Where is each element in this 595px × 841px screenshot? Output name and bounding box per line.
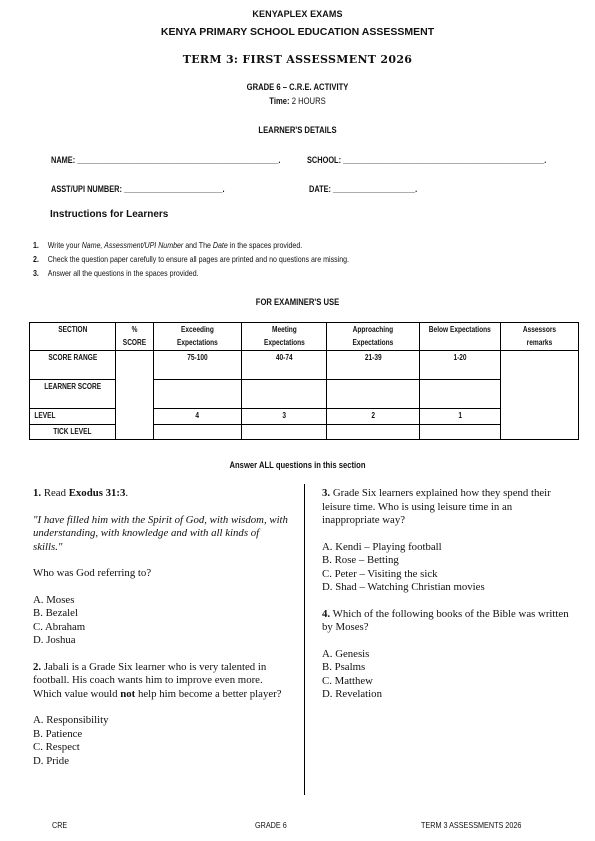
table-cell: 40-74 bbox=[241, 351, 327, 380]
instruction-number: 2. bbox=[33, 254, 39, 264]
learner-details-title: LEARNER'S DETAILS bbox=[258, 125, 337, 135]
question-3: 3. Grade Six learners explained how they spend their leisure time. Who is using leisure time in an inappropriate way? bbox=[322, 487, 551, 526]
table-cell: 75-100 bbox=[153, 351, 241, 380]
table-cell: 1-20 bbox=[420, 351, 501, 380]
row-label: SCORE RANGE bbox=[30, 351, 116, 380]
table-cell[interactable] bbox=[241, 424, 327, 440]
instruction-text: Write your bbox=[47, 240, 82, 250]
option[interactable]: A. Responsibility bbox=[33, 714, 109, 726]
school-field[interactable]: SCHOOL: _________________________________________________. bbox=[307, 155, 547, 165]
assessment-title: KENYA PRIMARY SCHOOL EDUCATION ASSESSMENT bbox=[160, 26, 435, 38]
table-header-cell: Approaching Expectations bbox=[327, 323, 420, 351]
table-header-cell: Assessors remarks bbox=[501, 323, 579, 351]
row-label: TICK LEVEL bbox=[30, 424, 116, 440]
table-header-row bbox=[30, 323, 579, 351]
instruction-text: Answer all the questions in the spaces provided. bbox=[47, 268, 199, 278]
time-line bbox=[45, 96, 551, 106]
table-header-cell: Below Expectations bbox=[420, 323, 501, 351]
instruction-italic: Date bbox=[212, 240, 228, 250]
term-title: TERM 3: FIRST ASSESSMENT 2026 bbox=[182, 53, 413, 66]
question-1-quote: "I have filled him with the Spirit of God, with wisdom, with understanding, with knowledge and with all kinds of skills." bbox=[33, 513, 288, 553]
row-label: LEVEL bbox=[30, 409, 116, 425]
instruction-item bbox=[33, 252, 349, 266]
table-cell[interactable] bbox=[153, 380, 241, 409]
row-label: LEARNER SCORE bbox=[30, 380, 116, 409]
grade-subject: GRADE 6 – C.R.E. ACTIVITY bbox=[246, 82, 349, 92]
remarks-cell[interactable] bbox=[501, 351, 579, 440]
column-divider bbox=[304, 484, 305, 795]
instruction-item bbox=[33, 238, 349, 252]
option[interactable]: D. Joshua bbox=[33, 634, 76, 646]
footer-subject: CRE bbox=[52, 820, 68, 830]
table-cell[interactable] bbox=[153, 424, 241, 440]
table-cell[interactable] bbox=[420, 424, 501, 440]
option[interactable]: A. Moses bbox=[33, 593, 75, 606]
table-header-cell: Exceeding Expectations bbox=[153, 323, 241, 351]
table-cell: 4 bbox=[153, 409, 241, 425]
instructions-list bbox=[33, 238, 418, 280]
right-column bbox=[322, 487, 572, 702]
examiner-table bbox=[29, 322, 579, 440]
instruction-italic: Name, Assessment/UPI Number bbox=[81, 240, 184, 250]
option[interactable]: C. Peter – Visiting the sick bbox=[322, 567, 438, 580]
name-field[interactable]: NAME: _________________________________________________. bbox=[51, 155, 281, 165]
option[interactable]: D. Revelation bbox=[322, 688, 382, 700]
table-cell[interactable] bbox=[327, 380, 420, 409]
instruction-number: 1. bbox=[33, 240, 39, 250]
instruction-text: and The bbox=[183, 240, 213, 250]
date-field[interactable]: DATE: ____________________. bbox=[309, 184, 418, 194]
org-title: KENYAPLEX EXAMS bbox=[252, 9, 343, 19]
instruction-text: Check the question paper carefully to ensure all pages are printed and no questions are missing. bbox=[47, 254, 350, 264]
left-column bbox=[33, 487, 288, 768]
table-cell[interactable] bbox=[327, 424, 420, 440]
table-header-cell: % SCORE bbox=[115, 323, 153, 351]
option[interactable]: D. Pride bbox=[33, 754, 69, 767]
examiner-title: FOR EXAMINER'S USE bbox=[255, 297, 340, 307]
table-cell: 21-39 bbox=[327, 351, 420, 380]
time-value: 2 HOURS bbox=[291, 96, 326, 106]
footer-grade: GRADE 6 bbox=[255, 820, 287, 830]
table-header-cell: SECTION bbox=[30, 323, 116, 351]
table-cell: 3 bbox=[241, 409, 327, 425]
table-row bbox=[30, 409, 579, 425]
option[interactable]: D. Shad – Watching Christian movies bbox=[322, 581, 485, 593]
table-cell: 2 bbox=[327, 409, 420, 425]
upi-field[interactable]: ASST/UPI NUMBER: ________________________. bbox=[51, 184, 225, 194]
option[interactable]: B. Psalms bbox=[322, 661, 366, 673]
question-2: 2. Jabali is a Grade Six learner who is very talented in football. His coach wants him to improve even more. Which value would not help him become a better player? bbox=[33, 660, 282, 700]
option[interactable]: C. Matthew bbox=[322, 674, 373, 687]
question-1: 1. Read Exodus 31:3. bbox=[33, 487, 129, 499]
instruction-text: in the spaces provided. bbox=[227, 240, 303, 250]
table-row bbox=[30, 380, 579, 409]
question-4: 4. Which of the following books of the Bible was written by Moses? bbox=[322, 607, 569, 633]
time-label: Time: bbox=[269, 96, 290, 106]
table-header-cell: Meeting Expectations bbox=[241, 323, 327, 351]
table-cell: 1 bbox=[420, 409, 501, 425]
table-cell[interactable] bbox=[420, 380, 501, 409]
instruction-item bbox=[33, 266, 349, 280]
instruction-number: 3. bbox=[33, 268, 39, 278]
answer-all-instruction: Answer ALL questions in this section bbox=[229, 460, 366, 470]
question-1-prompt: Who was God referring to? bbox=[33, 567, 152, 579]
option[interactable]: A. Kendi – Playing football bbox=[322, 540, 442, 553]
option[interactable]: A. Genesis bbox=[322, 647, 370, 660]
footer-term: TERM 3 ASSESSMENTS 2026 bbox=[421, 820, 522, 830]
option[interactable]: C. Abraham bbox=[33, 620, 86, 633]
instructions-title: Instructions for Learners bbox=[50, 209, 169, 220]
option[interactable]: C. Respect bbox=[33, 741, 80, 753]
table-row bbox=[30, 351, 579, 380]
table-cell[interactable] bbox=[241, 380, 327, 409]
option[interactable]: B. Rose – Betting bbox=[322, 554, 399, 566]
option[interactable]: B. Bezalel bbox=[33, 607, 78, 619]
option[interactable]: B. Patience bbox=[33, 727, 83, 740]
percent-score-cell[interactable] bbox=[115, 351, 153, 440]
table-row bbox=[30, 424, 579, 440]
